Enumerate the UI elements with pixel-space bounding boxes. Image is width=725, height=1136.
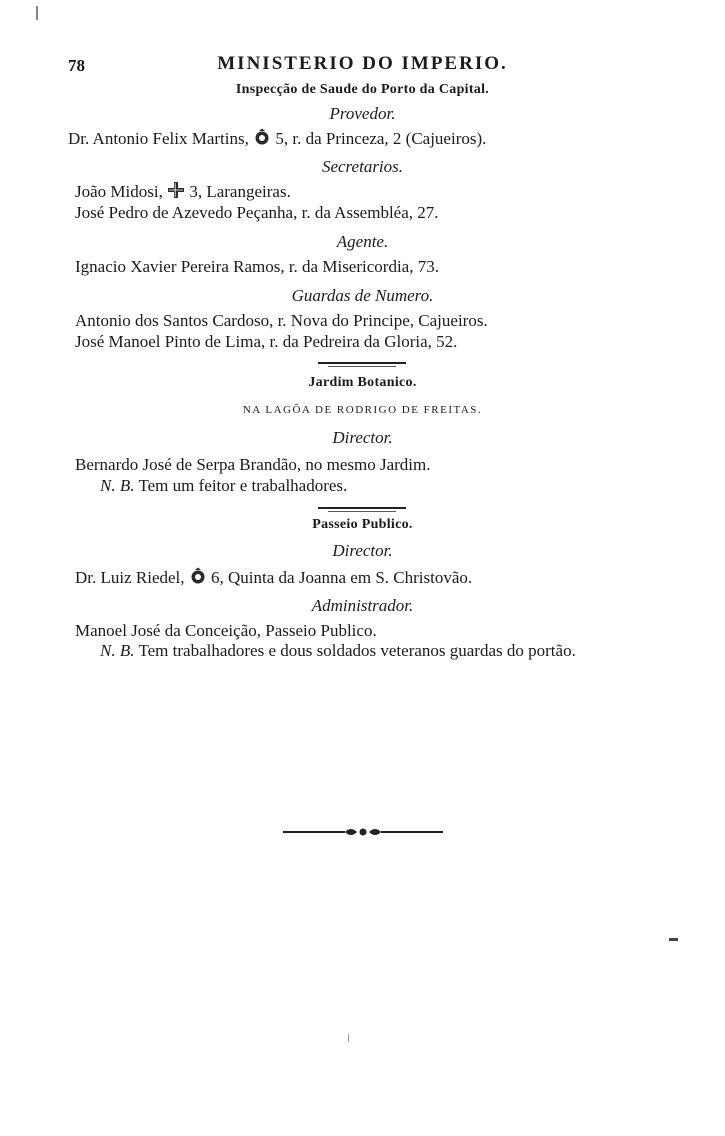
tailpiece-ornament <box>283 826 443 838</box>
scan-speck <box>36 6 38 20</box>
running-head: MINISTERIO DO IMPERIO. <box>217 53 508 74</box>
scan-speck <box>669 938 678 941</box>
section-divider <box>318 362 406 364</box>
entry-secretario-2: José Pedro de Azevedo Peçanha, r. da Assembléa, 27. <box>75 203 439 222</box>
entry-guarda-2: José Manoel Pinto de Lima, r. da Pedreira da Gloria, 52. <box>75 332 458 351</box>
section-title-jardim: Jardim Botanico. <box>308 375 417 390</box>
entry-jardim-nb <box>100 476 347 496</box>
role-agente: Agente. <box>336 232 389 251</box>
order-insignia-icon <box>189 567 207 585</box>
role-administrador: Administrador. <box>311 596 414 615</box>
entry-secretario-1 <box>75 181 291 202</box>
role-secretarios: Secretarios. <box>321 157 404 176</box>
entry-agente: Ignacio Xavier Pereira Ramos, r. da Misericordia, 73. <box>75 257 439 276</box>
entry-provedor-address: 5, r. da Princeza, 2 (Cajueiros). <box>275 129 487 148</box>
page-number: 78 <box>68 56 85 75</box>
role-passeio-director: Director. <box>332 541 393 560</box>
role-guardas: Guardas de Numero. <box>291 286 434 305</box>
cross-insignia-icon <box>167 181 185 199</box>
nb-text: Tem um feitor e trabalhadores. <box>138 476 348 495</box>
section-divider <box>318 507 406 509</box>
entry-passeio-nb <box>100 641 576 661</box>
role-provedor: Provedor. <box>329 104 396 123</box>
entry-secretario-1-name: João Midosi, <box>75 182 163 201</box>
entry-guarda-1: Antonio dos Santos Cardoso, r. Nova do Principe, Cajueiros. <box>75 311 488 330</box>
order-insignia-icon <box>253 128 271 146</box>
section-title-inspecao: Inspecção de Saude do Porto da Capital. <box>235 82 490 97</box>
section-title-passeio: Passeio Publico. <box>312 517 413 532</box>
entry-secretario-1-address: 3, Larangeiras. <box>189 182 291 201</box>
role-jardim-director: Director. <box>332 428 393 447</box>
entry-provedor <box>68 128 486 149</box>
nb-label: N. B. <box>100 476 135 495</box>
entry-provedor-name: Dr. Antonio Felix Martins, <box>68 129 249 148</box>
entry-jardim-director: Bernardo José de Serpa Brandão, no mesmo Jardim. <box>75 455 431 474</box>
nb-label: N. B. <box>100 641 135 660</box>
entry-passeio-director-address: 6, Quinta da Joanna em S. Christovão. <box>211 568 473 587</box>
nb-text: Tem trabalhadores e dous soldados veteranos guardas do portão. <box>138 641 576 660</box>
entry-administrador: Manoel José da Conceição, Passeio Publico. <box>75 621 377 640</box>
entry-passeio-director <box>75 567 472 588</box>
entry-passeio-director-name: Dr. Luiz Riedel, <box>75 568 185 587</box>
section-location-jardim: NA LAGÔA DE RODRIGO DE FREITAS. <box>242 404 483 416</box>
scan-speck <box>348 1034 349 1042</box>
